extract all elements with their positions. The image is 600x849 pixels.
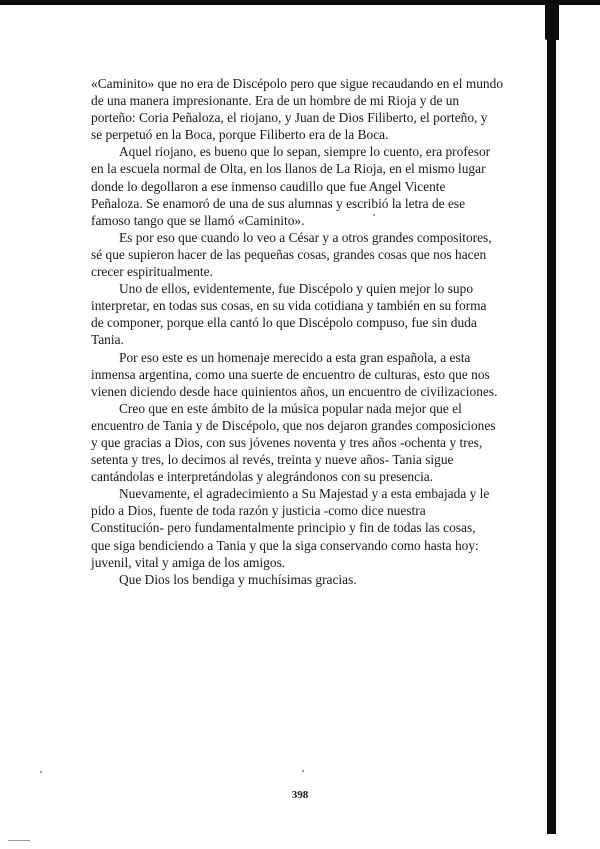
text-line: sé que supieron hacer de las pequeñas cosas, grandes cosas que nos hacen xyxy=(91,246,487,262)
text-line: inmensa argentina, como una suerte de encuentro de culturas, esto que nos xyxy=(91,366,490,382)
paragraph xyxy=(91,349,517,400)
paragraph xyxy=(91,571,517,588)
paragraph xyxy=(91,75,517,143)
text-line: de componer, porque ella cantó lo que Discépolo compuso, fue sin duda xyxy=(91,315,477,331)
text-line: Que Dios los bendiga y muchísimas gracias. xyxy=(119,571,357,587)
text-line: cantándolas e interpretándolas y alegrándonos con su presencia. xyxy=(91,469,434,485)
paragraph xyxy=(91,229,517,280)
text-line: Nuevamente, el agradecimiento a Su Majestad y a esta embajada y le xyxy=(119,486,490,502)
body-text xyxy=(91,75,517,588)
paragraph xyxy=(91,280,517,348)
text-line: de una manera impresionante. Era de un hombre de mi Rioja y de un xyxy=(91,93,460,109)
text-line: juvenil, vital y amiga de los amigos. xyxy=(91,554,286,570)
scan-speck xyxy=(373,214,375,216)
text-line: que siga bendiciendo a Tania y que la siga conservando como hasta hoy: xyxy=(91,537,479,553)
text-line: Tania. xyxy=(91,332,124,348)
text-line: setenta y tres, lo decimos al revés, treinta y nueve años- Tania sigue xyxy=(91,452,454,468)
text-line: Peñaloza. Se enamoró de una de sus alumnas y escribió la letra de ese xyxy=(91,195,466,211)
paragraph xyxy=(91,485,517,570)
scan-top-border xyxy=(0,0,600,5)
text-line: «Caminito» que no era de Discépolo pero que sigue recaudando en el mundo xyxy=(91,76,504,91)
text-line: porteño: Coria Peñaloza, el riojano, y Juan de Dios Filiberto, el porteño, y xyxy=(91,110,488,126)
binding-edge-bar xyxy=(547,14,556,834)
text-line: pido a Dios, fuente de toda razón y justicia -como dice nuestra xyxy=(91,503,426,519)
text-line: vienen diciendo desde hace quinientos años, un encuentro de civilizaciones. xyxy=(91,383,498,399)
text-line: se perpetuó en la Boca, porque Filiberto era de la Boca. xyxy=(91,127,389,143)
paragraph xyxy=(91,400,517,485)
text-line: Creo que en este ámbito de la música popular nada mejor que el xyxy=(119,400,462,416)
text-line: donde lo degollaron a ese inmenso caudillo que fue Angel Vicente xyxy=(91,178,446,194)
text-line: interpretar, en todas sus cosas, en su vida cotidiana y también en su forma xyxy=(91,298,487,314)
scan-footer-mark xyxy=(8,840,30,841)
scan-speck xyxy=(302,770,304,772)
text-line: encuentro de Tania y de Discépolo, que nos dejaron grandes composiciones xyxy=(91,417,496,433)
page-number: 398 xyxy=(291,789,309,801)
text-line: en la escuela normal de Olta, en los llanos de La Rioja, en el mismo lugar xyxy=(91,161,486,177)
paragraph xyxy=(91,143,517,228)
scan-speck xyxy=(40,771,42,773)
text-line: famoso tango que se llamó «Caminito». xyxy=(91,212,305,228)
text-line: Constitución- pero fundamentalmente principio y fin de todas las cosas, xyxy=(91,520,476,536)
scan-binding-edge xyxy=(545,0,559,849)
text-line: Aquel riojano, es bueno que lo sepan, siempre lo cuento, era profesor xyxy=(119,144,491,160)
text-line: Por eso este es un homenaje merecido a esta gran española, a esta xyxy=(119,349,471,365)
text-line: y que gracias a Dios, con sus jóvenes noventa y tres años -ochenta y tres, xyxy=(91,434,483,450)
text-line: Es por eso que cuando lo veo a César y a otros grandes compositores, xyxy=(119,229,492,245)
text-line: Uno de ellos, evidentemente, fue Discépolo y quien mejor lo supo xyxy=(119,281,474,297)
text-line: crecer espiritualmente. xyxy=(91,264,213,280)
